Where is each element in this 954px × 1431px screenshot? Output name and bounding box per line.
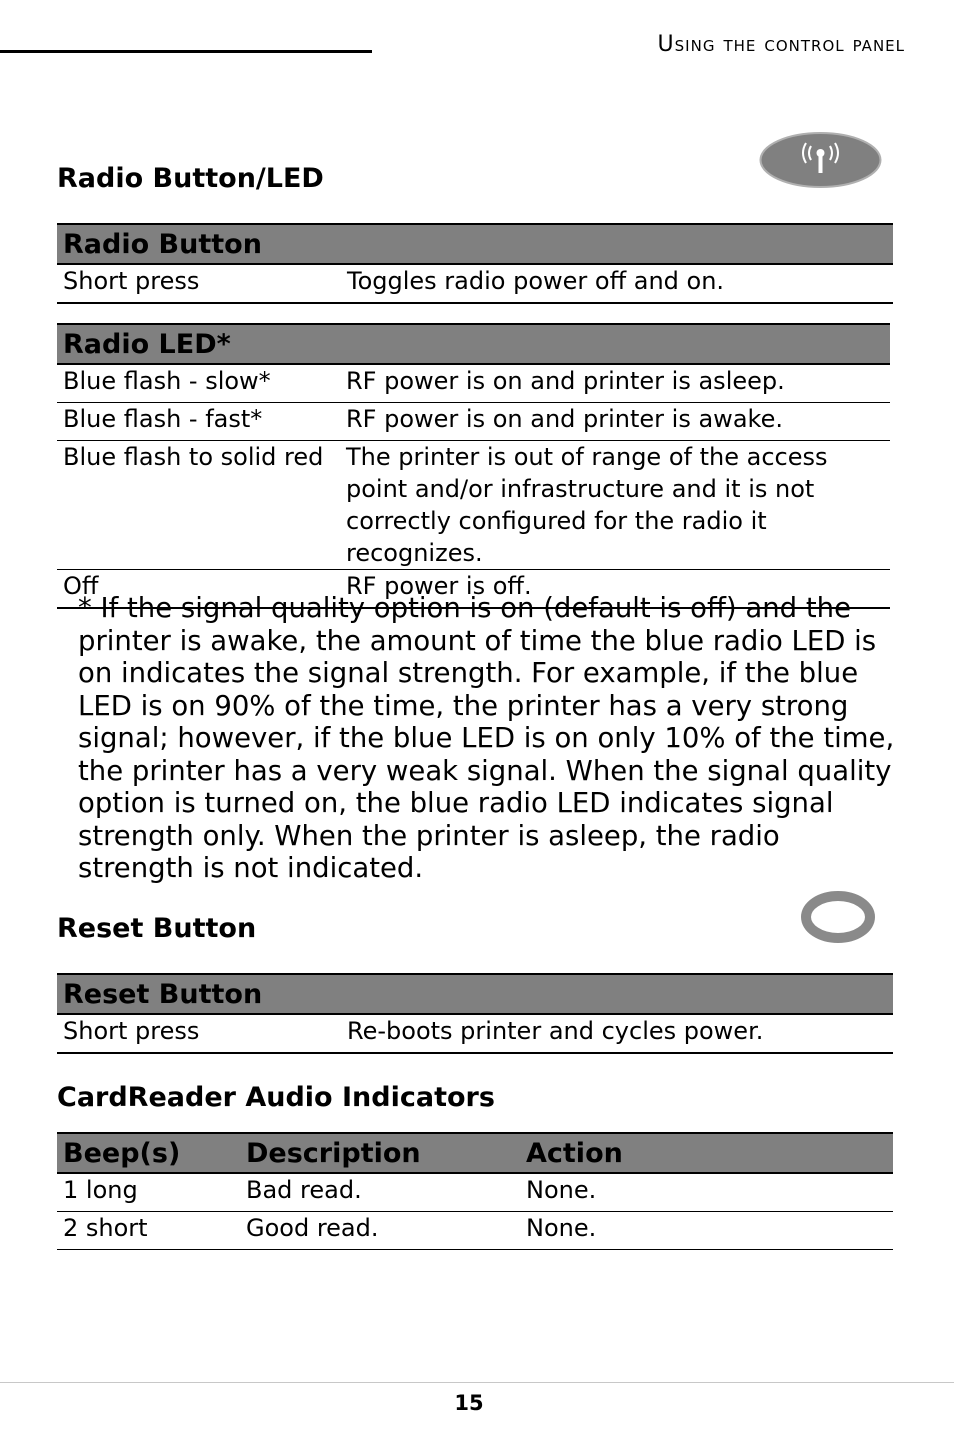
reset-ring-button-icon (801, 890, 875, 944)
action-cell: None. (526, 1214, 597, 1242)
footer-rule (0, 1382, 954, 1383)
radio-led-table-header: Radio LED* (63, 328, 231, 360)
header-rule (0, 50, 372, 53)
led-meaning-cell: RF power is on and printer is awake. (346, 405, 783, 433)
description-cell: Bad read. (246, 1176, 362, 1204)
reset-section-title: Reset Button (57, 913, 257, 944)
press-result-cell: Toggles radio power off and on. (347, 267, 725, 295)
table-row (57, 1212, 893, 1250)
reset-button-table-header: Reset Button (63, 978, 263, 1010)
led-state-cell: Off (63, 572, 99, 600)
press-type-cell: Short press (63, 267, 200, 295)
beeps-cell: 2 short (63, 1214, 148, 1242)
table-row (57, 364, 890, 403)
audio-indicators-table (57, 1132, 893, 1250)
action-column-header: Action (526, 1137, 623, 1169)
led-state-cell: Blue flash to solid red (63, 443, 324, 471)
led-state-cell: Blue flash - fast* (63, 405, 263, 433)
table-row (57, 403, 890, 441)
table-row (57, 1173, 893, 1212)
table-header-row (57, 224, 893, 264)
radio-button-table (57, 223, 893, 304)
reset-button-table (57, 973, 893, 1054)
page-number: 15 (454, 1391, 484, 1415)
table-header-row (57, 1133, 893, 1173)
description-cell: Good read. (246, 1214, 379, 1242)
led-state-cell: Blue flash - slow* (63, 367, 271, 395)
radio-antenna-button-icon (759, 132, 882, 188)
table-row (57, 441, 890, 570)
beeps-column-header: Beep(s) (63, 1137, 181, 1169)
radio-led-table (57, 323, 890, 609)
signal-quality-footnote: * If the signal quality option is on (default is off) and the printer is awake, the amount of time the blue radio LED is on indicates the signal strength. For example, if the blue LED is on 90% of the time, the printer has a very strong signal; however, if the blue LED is on only 10% of the time, the printer has a very weak signal. When the signal quality option is turned on, the blue radio LED indicates signal strength only. When the printer is asleep, the radio strength is not indicated. (78, 592, 895, 884)
table-header-row (57, 324, 890, 364)
led-meaning-cell: RF power is on and printer is asleep. (346, 367, 785, 395)
table-row (57, 264, 893, 303)
table-header-row (57, 974, 893, 1014)
audio-section-title: CardReader Audio Indicators (57, 1082, 495, 1113)
led-meaning-cell: RF power is off. (346, 572, 532, 600)
press-type-cell: Short press (63, 1017, 200, 1045)
action-cell: None. (526, 1176, 597, 1204)
press-result-cell: Re-boots printer and cycles power. (347, 1017, 764, 1045)
led-meaning-cell: The printer is out of range of the access point and/or infrastructure and it is not correctly configured for the radio it recognizes. (346, 443, 828, 567)
running-head: Using the control panel (657, 32, 905, 57)
description-column-header: Description (246, 1137, 421, 1169)
table-row (57, 1014, 893, 1053)
beeps-cell: 1 long (63, 1176, 138, 1204)
radio-section-title: Radio Button/LED (57, 163, 324, 194)
radio-button-table-header: Radio Button (63, 228, 262, 260)
